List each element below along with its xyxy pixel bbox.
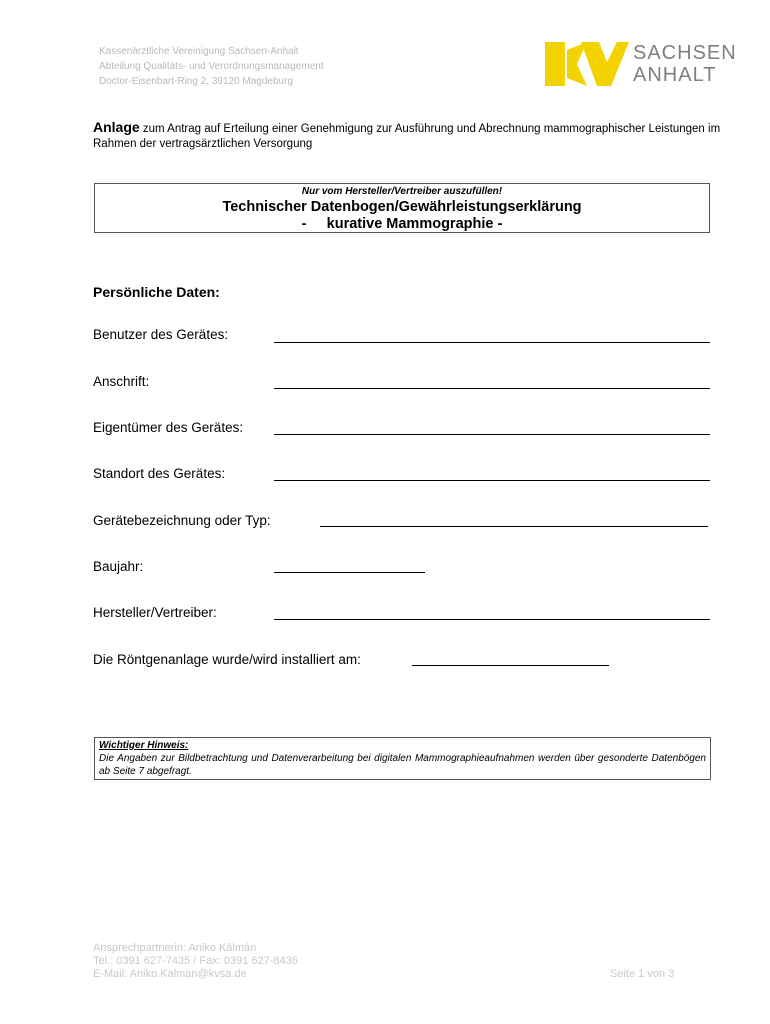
org-address: Doctor-Eisenbart-Ring 2, 39120 Magdeburg bbox=[99, 76, 293, 87]
logo-text-line1: SACHSEN bbox=[633, 42, 737, 64]
form-title: Technischer Datenbogen/Gewährleistungserklärung bbox=[222, 199, 582, 215]
intro-bold: Anlage bbox=[93, 119, 140, 135]
footer-contact-email: E-Mail: Aniko.Kalman@kvsa.de bbox=[93, 968, 247, 980]
page-number: Seite 1 von 3 bbox=[610, 968, 675, 980]
field-label-install-date: Die Röntgenanlage wurde/wird installiert am: bbox=[93, 652, 361, 667]
org-name: Kassenärztliche Vereinigung Sachsen-Anhalt bbox=[99, 46, 299, 57]
intro-text: zum Antrag auf Erteilung einer Genehmigung zur Ausführung und Abrechnung mammographischer Leistungen im Rahmen der vertragsärztlichen Versorgung bbox=[93, 123, 721, 150]
manufacturer-note: Nur vom Hersteller/Vertreiber auszufüllen! bbox=[301, 186, 503, 197]
notice-heading: Wichtiger Hinweis: bbox=[99, 740, 189, 751]
field-label-owner: Eigentümer des Gerätes: bbox=[93, 420, 244, 435]
intro-paragraph bbox=[93, 120, 733, 152]
field-label-manufacturer: Hersteller/Vertreiber: bbox=[93, 605, 217, 620]
field-label-year: Baujahr: bbox=[93, 559, 144, 574]
form-subtitle: - kurative Mammographie - bbox=[301, 216, 503, 232]
logo-text-line2: ANHALT bbox=[633, 64, 717, 86]
kv-logo bbox=[543, 40, 737, 90]
notice-box bbox=[94, 737, 711, 780]
field-label-location: Standort des Gerätes: bbox=[93, 466, 226, 481]
field-label-device-type: Gerätebezeichnung oder Typ: bbox=[93, 513, 271, 528]
field-line-location[interactable] bbox=[274, 480, 710, 481]
footer-contact-phone: Tel.: 0391 627-7435 / Fax: 0391 627-8436 bbox=[93, 955, 298, 967]
field-line-address[interactable] bbox=[274, 388, 710, 389]
field-line-user[interactable] bbox=[274, 342, 710, 343]
footer-contact-name: Ansprechpartnerin: Aniko Kálmán bbox=[93, 942, 257, 954]
field-line-owner[interactable] bbox=[274, 434, 710, 435]
field-line-year[interactable] bbox=[274, 572, 425, 573]
field-label-address: Anschrift: bbox=[93, 374, 150, 389]
field-line-device-type[interactable] bbox=[320, 526, 708, 527]
kv-logo-icon bbox=[543, 40, 629, 88]
field-line-manufacturer[interactable] bbox=[274, 619, 710, 620]
notice-text: Die Angaben zur Bildbetrachtung und Datenverarbeitung bei digitalen Mammographieaufnahmen werden über gesonderte Datenbögen ab Seite 7 abgefragt. bbox=[99, 753, 706, 777]
field-label-user: Benutzer des Gerätes: bbox=[93, 327, 229, 342]
field-line-install-date[interactable] bbox=[412, 665, 609, 666]
title-box bbox=[94, 183, 710, 233]
section-title: Persönliche Daten: bbox=[93, 284, 220, 300]
org-department: Abteilung Qualitäts- und Verordnungsmanagement bbox=[99, 61, 324, 72]
